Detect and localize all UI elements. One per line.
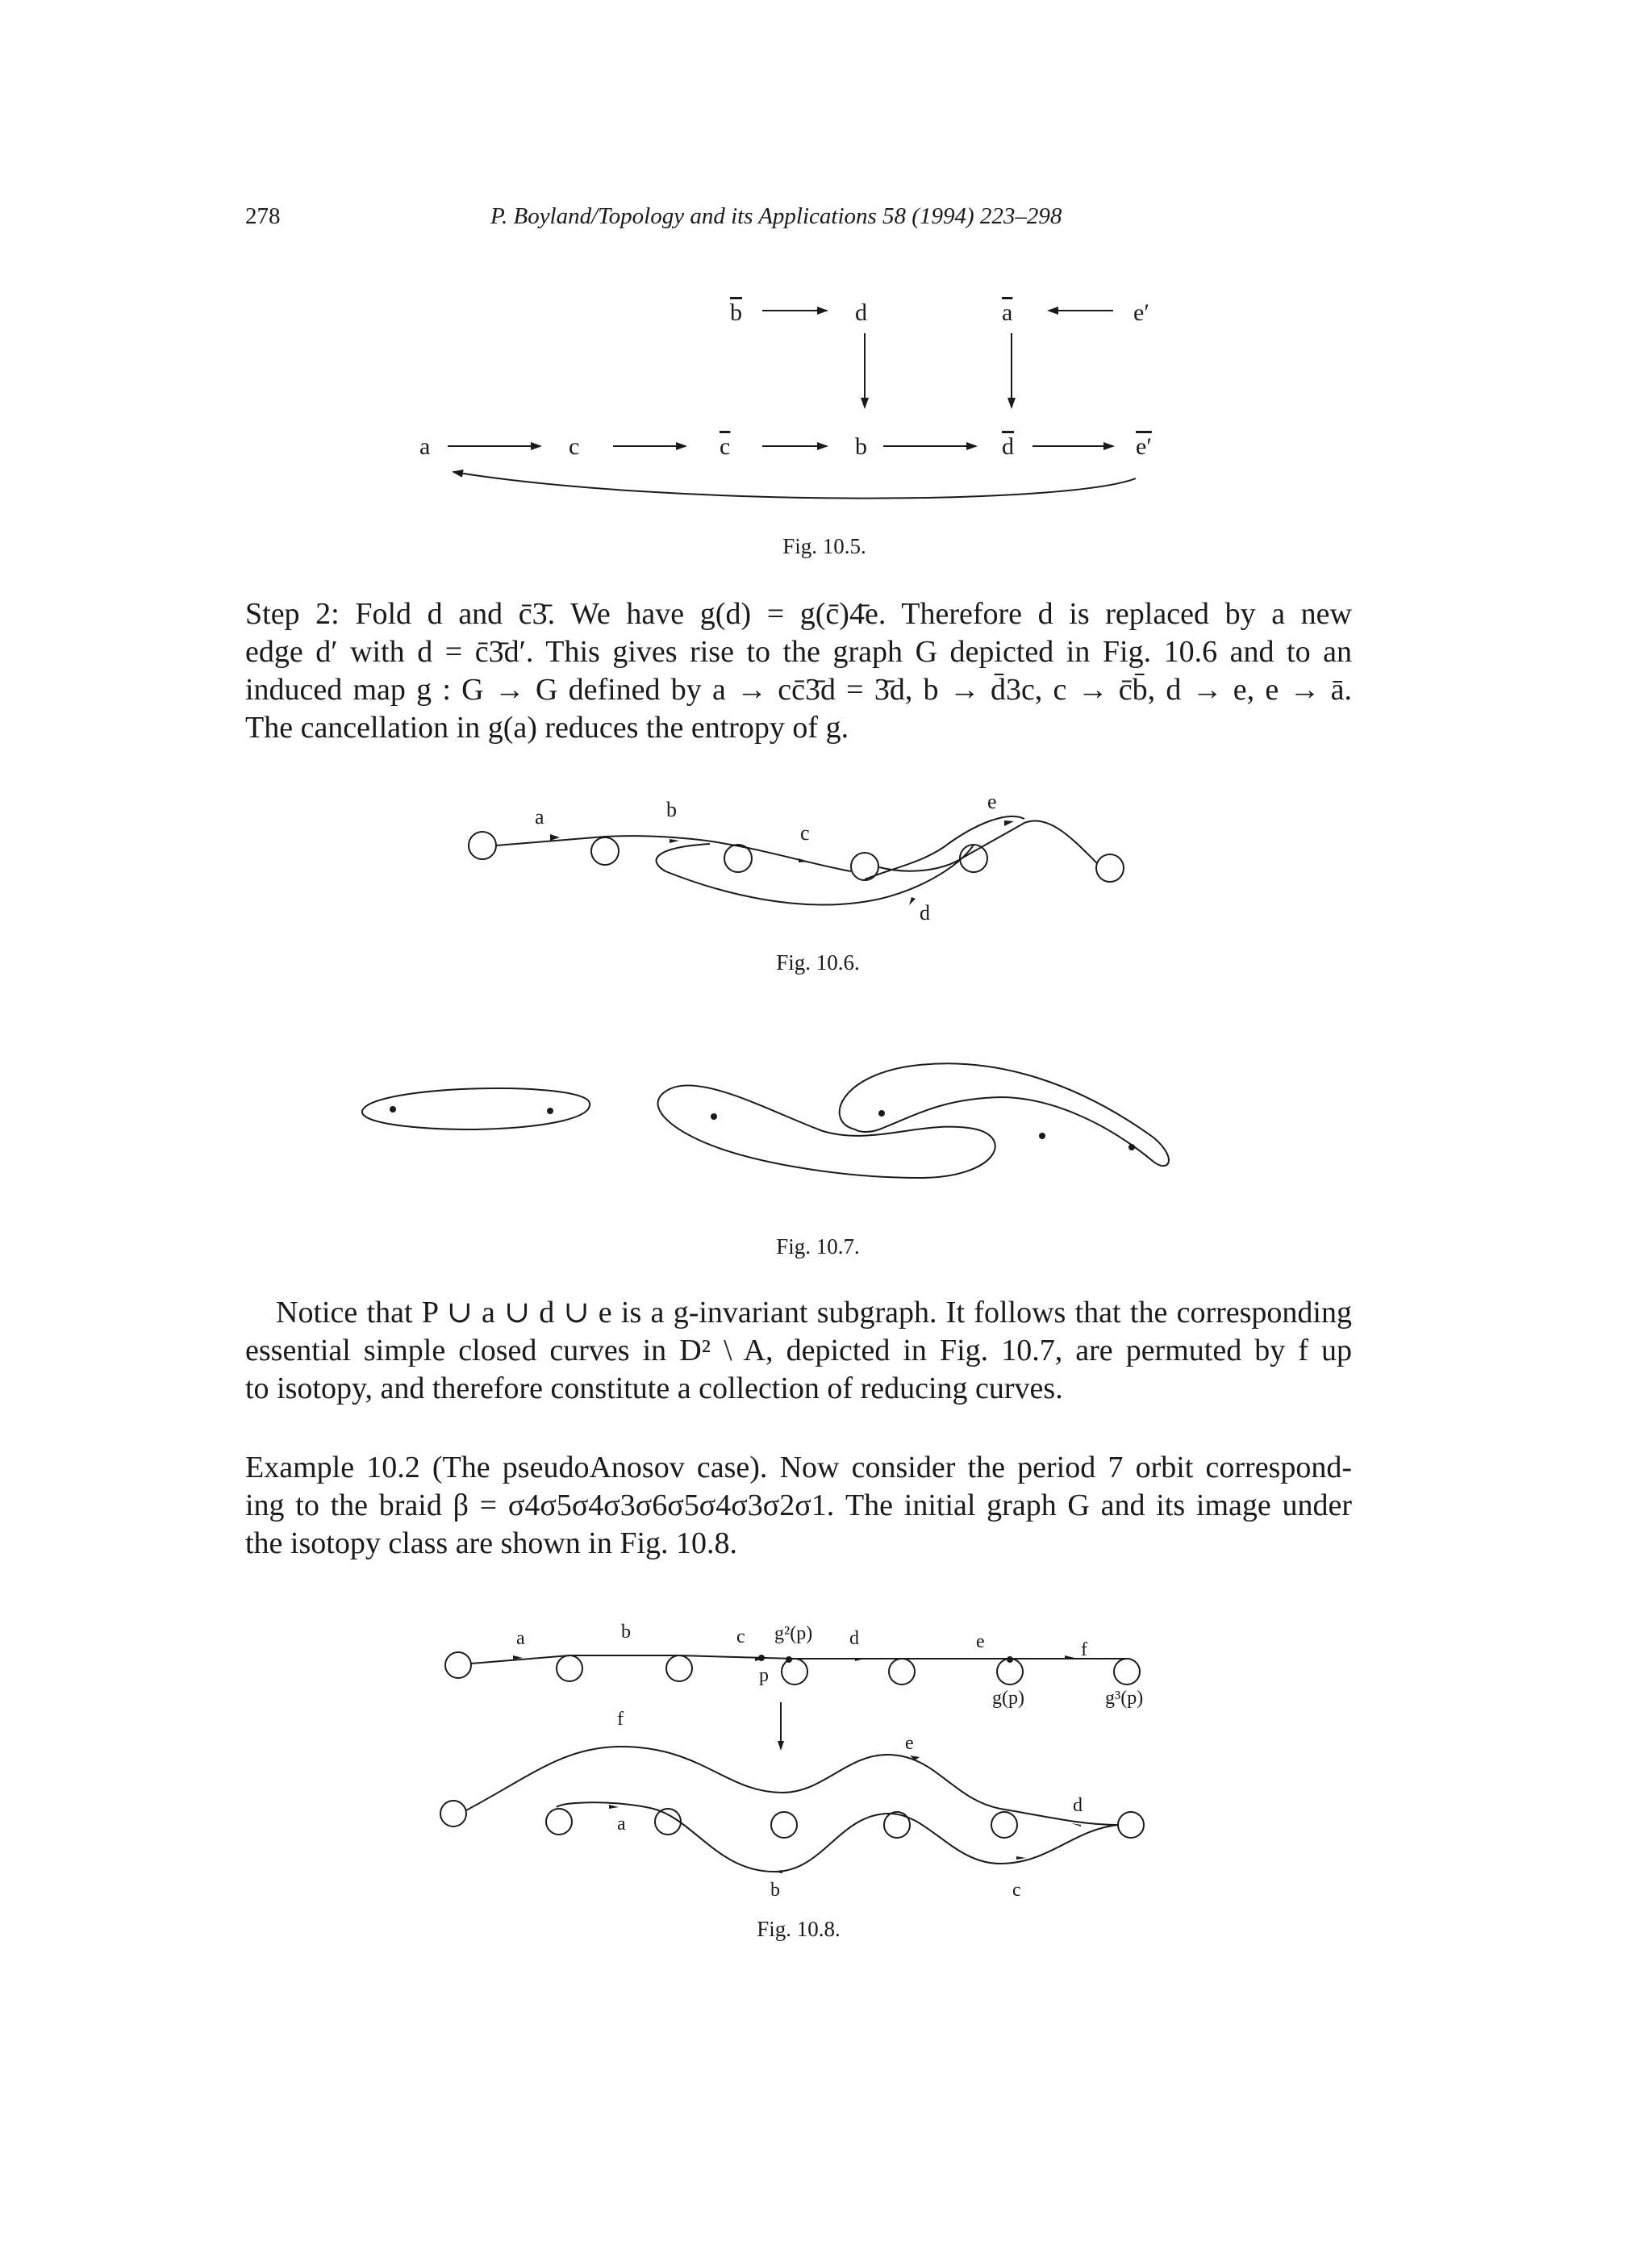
fig-10-5-label-e-prime: e′	[1133, 299, 1149, 326]
fig-10-5-diagram	[419, 286, 1226, 520]
fig-10-5-label-a: a	[419, 433, 431, 460]
fig-10-6-label-a: a	[535, 805, 544, 829]
fig-10-6-label-e: e	[987, 791, 997, 813]
fig-10-5-label-a-bar: a	[1002, 299, 1013, 326]
fig-10-8-top-label-e: e	[976, 1631, 985, 1652]
page-number: 278	[245, 203, 281, 229]
example-paragraph	[245, 1449, 1352, 1563]
fig-10-8-top-label-p: p	[759, 1665, 769, 1686]
fig-10-5-label-c: c	[569, 433, 580, 460]
fig-10-5-caption: Fig. 10.5.	[782, 534, 866, 558]
fig-10-8-top-label-d: d	[849, 1628, 859, 1649]
fig-10-8-bottom-label-a: a	[617, 1814, 626, 1835]
fig-10-8-top-label-a: a	[516, 1628, 525, 1649]
notice-line-1: Notice that P ∪ a ∪ d ∪ e is a g-invariant subgraph. It follows that the corresponding	[276, 1296, 1352, 1330]
fig-10-8-bottom-label-e: e	[905, 1733, 914, 1754]
example-line-2: ing to the braid β = σ4σ5σ4σ3σ6σ5σ4σ3σ2σ1. The initial graph G and its image under	[245, 1488, 1352, 1522]
fig-10-8-top-label-c: c	[736, 1626, 745, 1647]
fig-10-6-diagram	[460, 791, 1137, 936]
notice-line-3: to isotopy, and therefore constitute a collection of reducing curves.	[245, 1371, 1063, 1405]
fig-10-8-bottom-label-f: f	[617, 1709, 624, 1730]
fig-10-5-label-d: d	[855, 299, 867, 326]
step2-line-3: induced map g : G → G defined by a → cc̄3̄d = 3̄d, b → d̄3c, c → c̄b̄, d → e, e → ā.	[245, 673, 1352, 707]
fig-10-8-bottom-label-d: d	[1073, 1795, 1083, 1816]
fig-10-7-diagram	[355, 1041, 1266, 1218]
fig-10-5-label-b-bar: b	[730, 299, 742, 326]
fig-10-8-bottom-label-b-visible: b	[770, 1880, 780, 1901]
fig-10-6-label-c: c	[800, 821, 810, 845]
notice-line-2: essential simple closed curves in D² \ A, depicted in Fig. 10.7, are permuted by f up	[245, 1334, 1352, 1367]
step2-line-4: The cancellation in g(a) reduces the entropy of g.	[245, 711, 849, 745]
step2-line-1: Step 2: Fold d and c̄3̄. We have g(d) = g(c̄)4̄e. Therefore d is replaced by a new	[245, 597, 1352, 631]
fig-10-8-bottom-label-c-visible: c	[1012, 1880, 1021, 1901]
fig-10-7-caption: Fig. 10.7.	[776, 1234, 860, 1259]
fig-10-5-label-c-bar: c	[720, 433, 731, 460]
fig-10-8-top-label-g2p: g²(p)	[774, 1623, 813, 1644]
notice-paragraph	[245, 1294, 1352, 1408]
example-line-1: Example 10.2 (The pseudoAnosov case). Now consider the period 7 orbit correspond-	[245, 1451, 1352, 1484]
fig-10-8-diagram	[436, 1614, 1178, 1880]
example-line-3: the isotopy class are shown in Fig. 10.8.	[245, 1526, 738, 1560]
fig-10-5-label-b: b	[855, 433, 867, 460]
fig-10-8-top-label-gp: g(p)	[992, 1688, 1024, 1709]
fig-10-6-label-d: d	[920, 901, 930, 925]
fig-10-8-top-label-b: b	[621, 1622, 631, 1643]
fig-10-6-caption: Fig. 10.6.	[776, 950, 860, 975]
step2-paragraph	[245, 595, 1352, 747]
fig-10-5-label-d-bar: d	[1002, 433, 1014, 460]
running-head: P. Boyland/Topology and its Applications 58 (1994) 223–298	[490, 203, 1062, 229]
fig-10-6-label-b: b	[666, 798, 677, 821]
fig-10-8-caption: Fig. 10.8.	[757, 1917, 841, 1941]
fig-10-5-label-e-prime-bar: e′	[1136, 433, 1152, 460]
step2-line-2: edge d′ with d = c̄3̄d′. This gives rise to the graph G depicted in Fig. 10.6 and to an	[245, 635, 1352, 669]
fig-10-8-top-label-f: f	[1081, 1639, 1087, 1660]
fig-10-8-top-label-g3p: g³(p)	[1105, 1688, 1144, 1709]
